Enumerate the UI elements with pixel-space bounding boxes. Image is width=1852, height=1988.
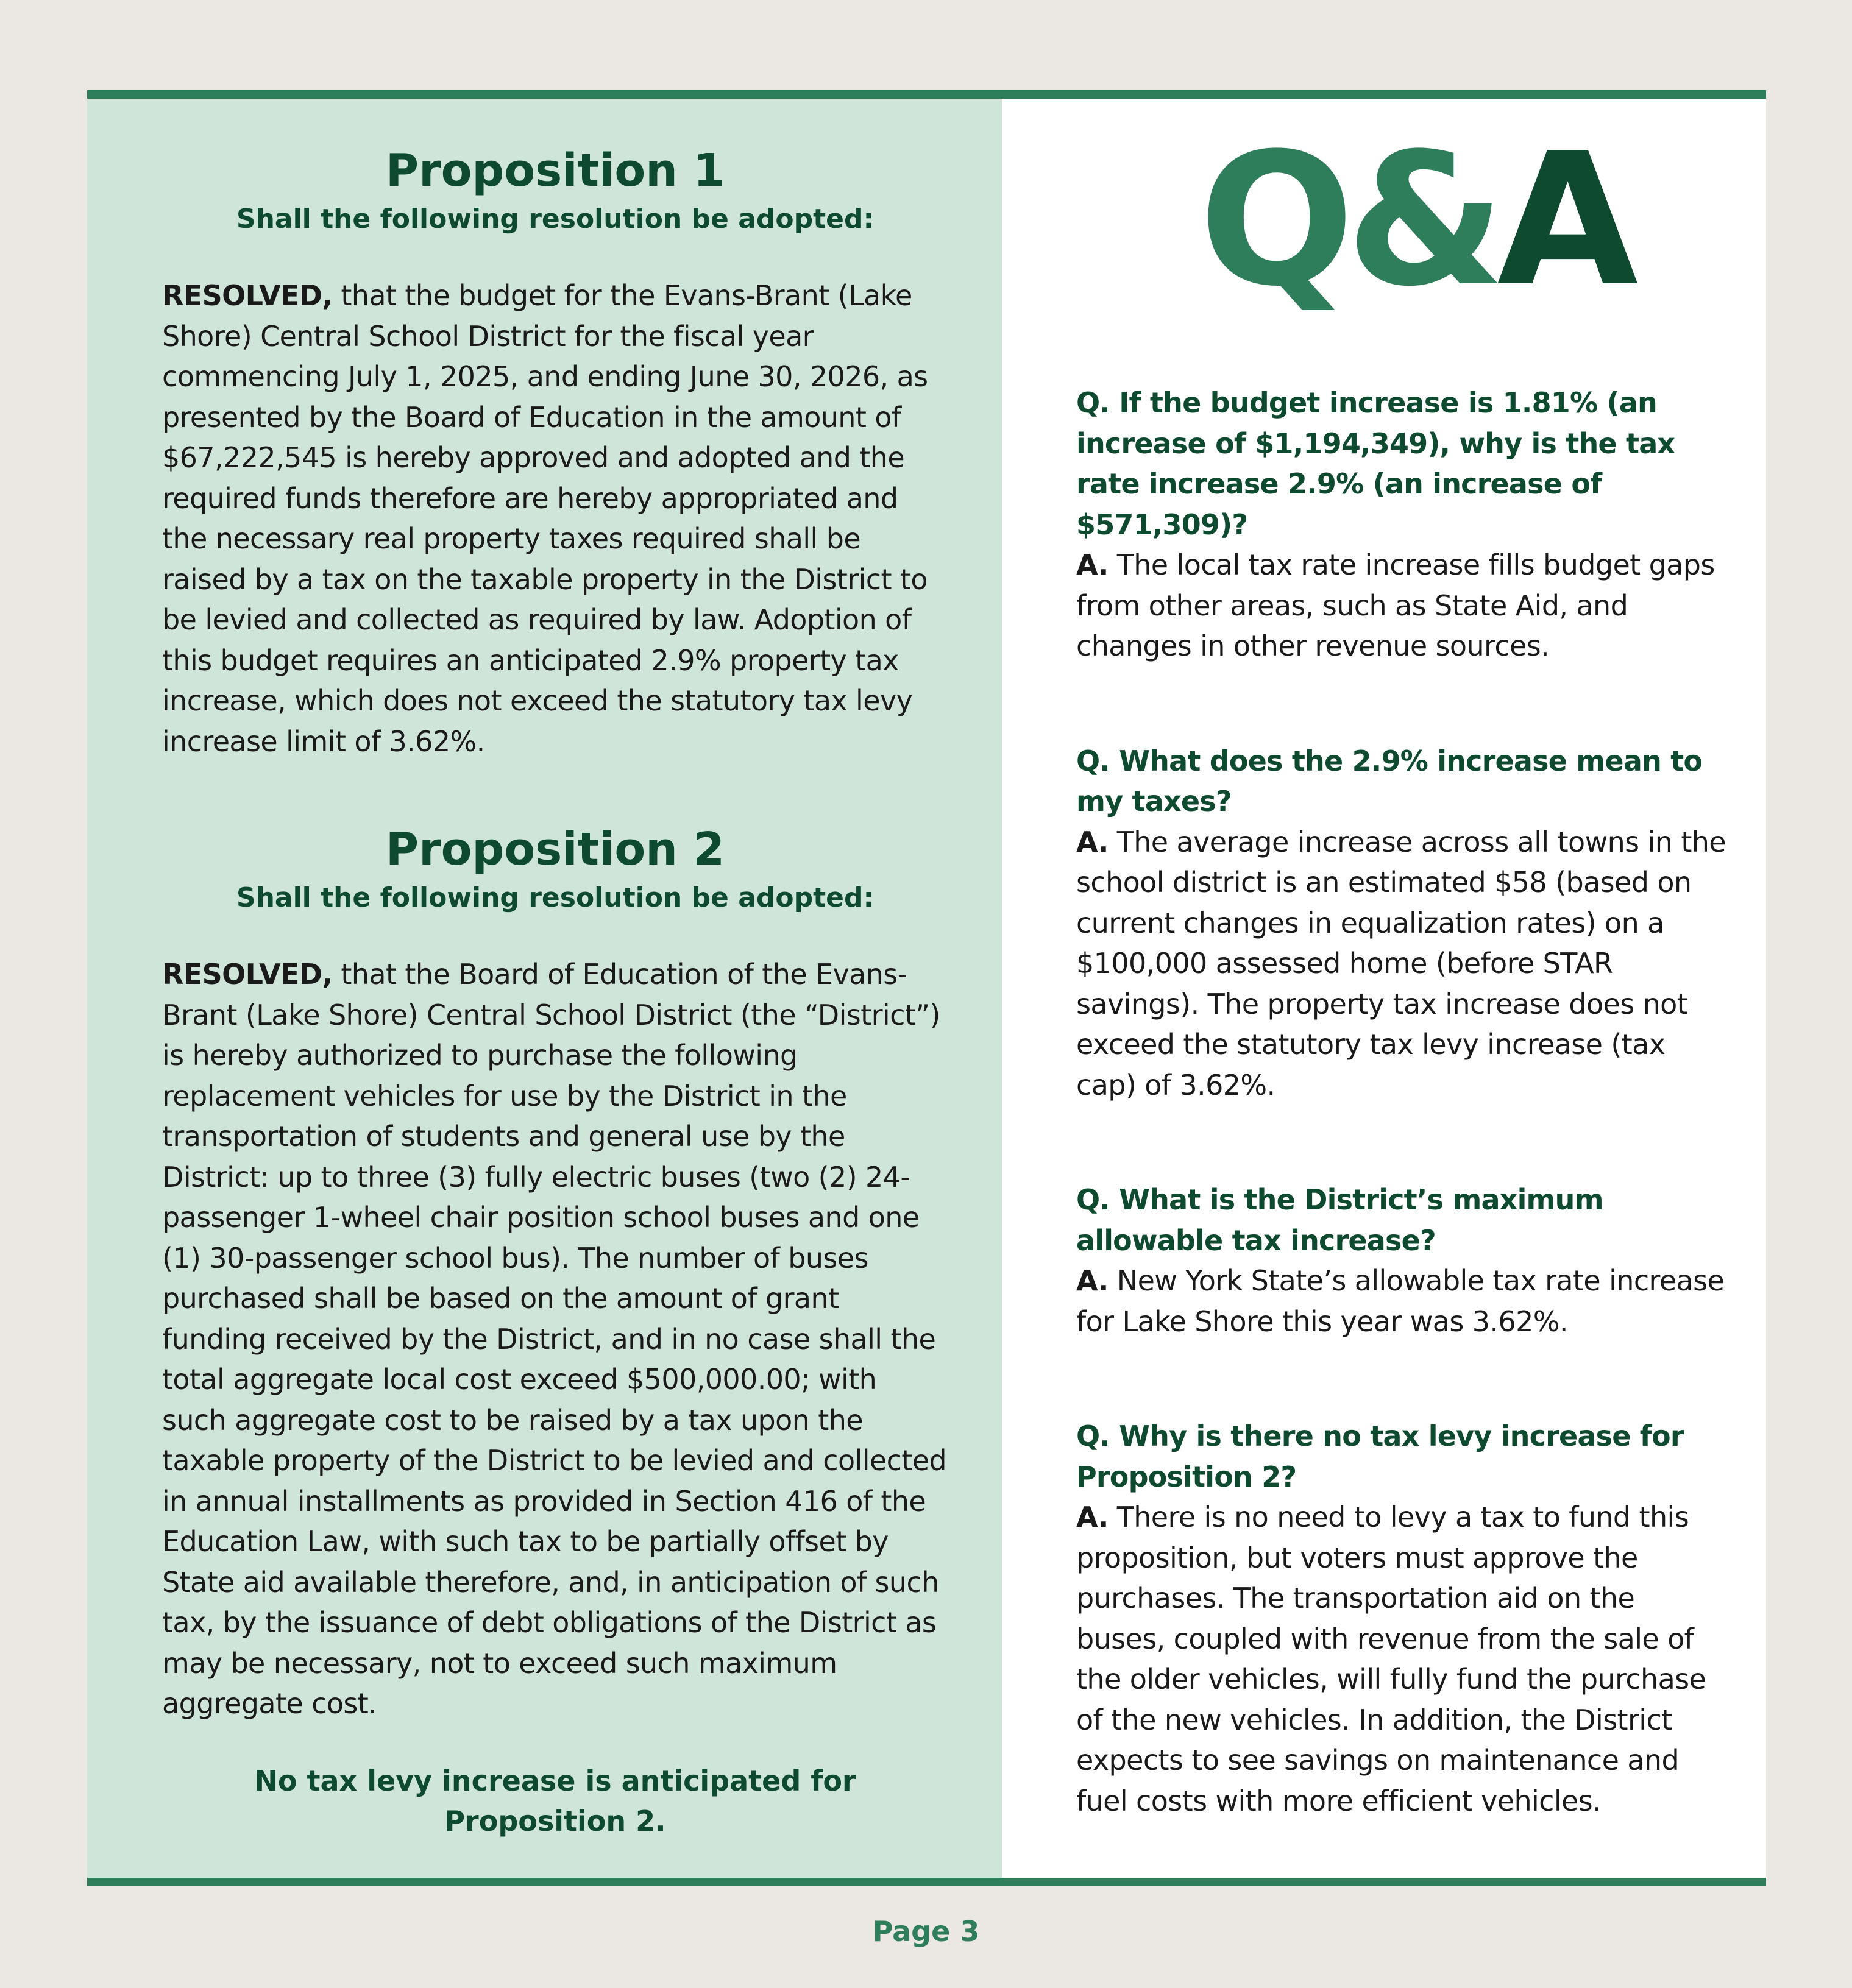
proposition-1-lead: RESOLVED,: [162, 279, 333, 312]
qa-answer: [1076, 1497, 1728, 1821]
spacer: [162, 918, 948, 954]
qa-answer-text: There is no need to levy a tax to fund this proposition, but voters must approve the purchases. The transportation aid on the buses, coupled with revenue from the sale of the older vehicles, will fully fund the purchase of the new vehicles. In addition, the District expects to see savings on maintenance and fuel costs with more efficient vehicles.: [1076, 1501, 1706, 1817]
qa-answer-text: New York State’s allowable tax rate increase for Lake Shore this year was 3.62%.: [1076, 1264, 1725, 1338]
proposition-1-subtitle: Shall the following resolution be adopted:: [236, 203, 875, 235]
spacer: [162, 1724, 948, 1761]
qa-question: Q. Why is there no tax levy increase for Proposition 2?: [1076, 1420, 1684, 1493]
propositions-panel: [87, 99, 1002, 1878]
qa-question: Q. If the budget increase is 1.81% (an increase of $1,194,349), why is the tax rate increase 2.9% (an increase of $571,309)?: [1076, 386, 1675, 541]
proposition-2-title: Proposition 2: [385, 823, 725, 875]
qa-answer: [1076, 545, 1728, 667]
proposition-2-resolution: [162, 954, 948, 1724]
qa-answer-label: A.: [1076, 1501, 1109, 1533]
proposition-2-subtitle: Shall the following resolution be adopted:: [236, 882, 875, 913]
qa-heading-q: Q: [1199, 114, 1346, 327]
qa-answer-label: A.: [1076, 1264, 1109, 1297]
spacer: [1076, 667, 1728, 741]
qa-answer: [1076, 822, 1728, 1106]
qa-panel: [1002, 99, 1766, 1878]
qa-heading-amp: &: [1346, 114, 1497, 327]
qa-question: Q. What is the District’s maximum allowable tax increase?: [1076, 1183, 1603, 1257]
spacer: [1076, 1342, 1728, 1416]
propositions-content: [162, 141, 948, 1841]
qa-item: [1076, 1416, 1728, 1821]
qa-question: Q. What does the 2.9% increase mean to my taxes?: [1076, 744, 1703, 818]
proposition-1-body: that the budget for the Evans-Brant (Lake Shore) Central School District for the fiscal year commencing July 1, 2025, and ending June 30, 2026, as presented by the Board of Education in the amount of $67,222,545 is hereby approved and adopted and the required funds therefore are hereby appropriated and the necessary real property taxes required shall be raised by a tax on the taxable property in the District to be levied and collected as required by law. Adoption of this budget requires an anticipated 2.9% property tax increase, which does not exceed the statutory tax levy increase limit of 3.62%.: [162, 279, 928, 758]
qa-item: [1076, 1180, 1728, 1342]
spacer: [162, 239, 948, 275]
qa-content: [1076, 114, 1728, 1821]
proposition-2-lead: RESOLVED,: [162, 958, 333, 991]
qa-answer-text: The local tax rate increase fills budget gaps from other areas, such as State Aid, and changes in other revenue sources.: [1076, 548, 1715, 662]
spacer: [162, 762, 948, 820]
page-frame: [87, 90, 1766, 1886]
spacer: [1076, 1105, 1728, 1180]
qa-heading-a: A: [1497, 114, 1630, 327]
bottom-rule: [87, 1878, 1766, 1886]
qa-answer: [1076, 1261, 1728, 1342]
qa-item: [1076, 383, 1728, 667]
top-rule: [87, 90, 1766, 99]
proposition-1-title: Proposition 1: [385, 144, 725, 197]
qa-item: [1076, 741, 1728, 1106]
qa-answer-text: The average increase across all towns in the school district is an estimated $58 (based on current changes in equalization rates) on a $100,000 assessed home (before STAR savings). The property tax increase does not exceed the statutory tax levy increase (tax cap) of 3.62%.: [1076, 825, 1726, 1102]
qa-heading: [1076, 114, 1728, 327]
qa-answer-label: A.: [1076, 825, 1109, 858]
proposition-2-body: that the Board of Education of the Evans-Brant (Lake Shore) Central School District (the “District”) is hereby authorized to purchase the following replacement vehicles for use by the District in the transportation of students and general use by the District: up to three (3) fully electric buses (two (2) 24-passenger 1-wheel chair position school buses and one (1) 30-passenger school bus). The number of buses purchased shall be based on the amount of grant funding received by the District, and in no case shall the total aggregate local cost exceed $500,000.00; with such aggregate cost to be raised by a tax upon the taxable property of the District to be levied and collected in annual installments as provided in Section 416 of the Education Law, with such tax to be partially offset by State aid available therefore, and, in anticipation of such tax, by the issuance of debt obligations of the District as may be necessary, not to exceed such maximum aggregate cost.: [162, 958, 947, 1720]
page-number: Page 3: [872, 1915, 980, 1948]
qa-answer-label: A.: [1076, 548, 1109, 581]
proposition-1-resolution: [162, 275, 948, 762]
proposition-2-note: No tax levy increase is anticipated for Proposition 2.: [254, 1764, 856, 1838]
